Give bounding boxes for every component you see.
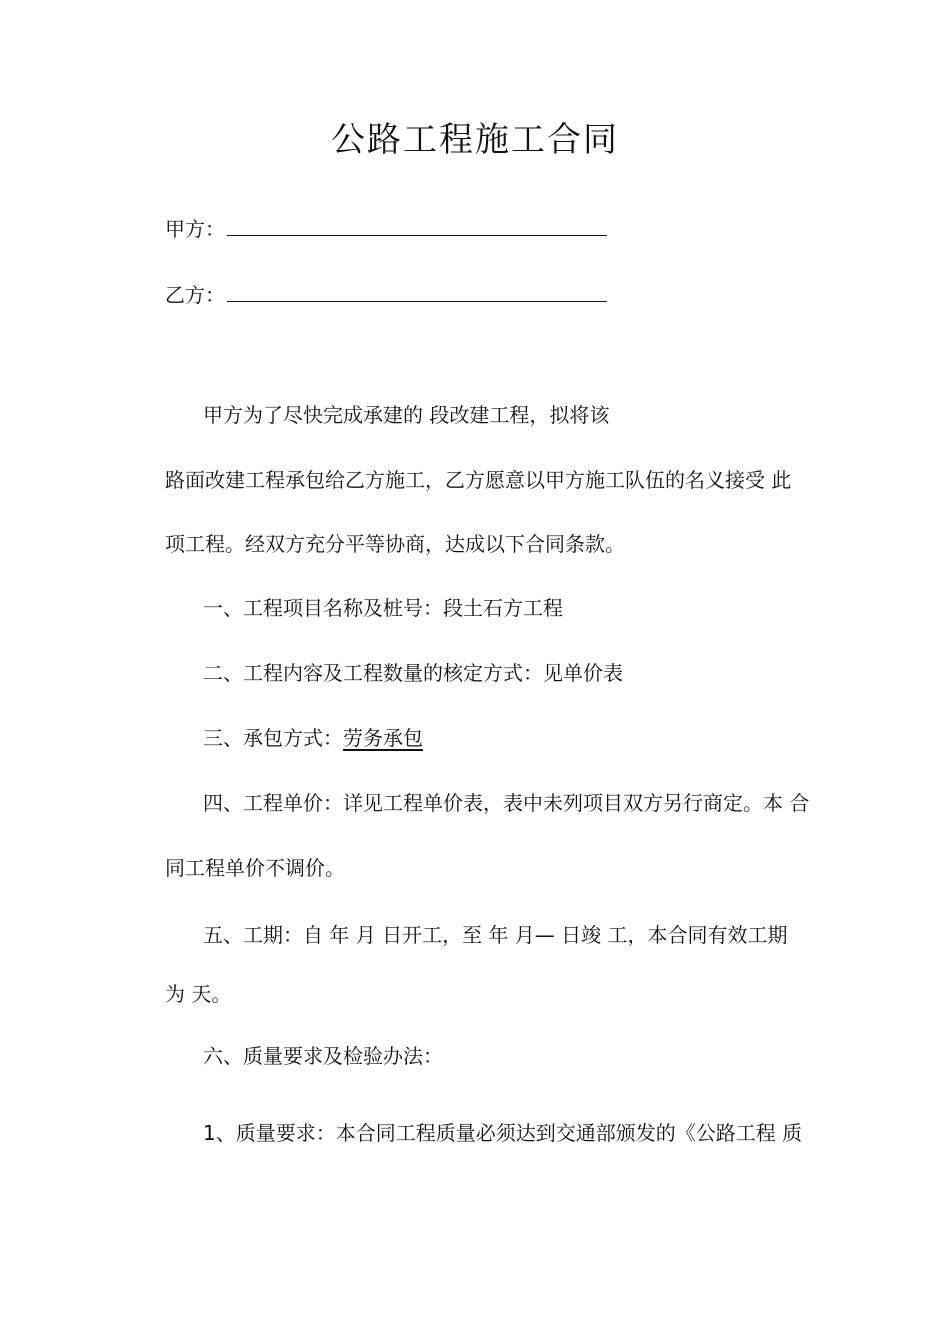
intro-line-1: 甲方为了尽快完成承建的 段改建工程，拟将该	[203, 403, 610, 427]
clause-5-line-2: 为 天。	[165, 982, 232, 1006]
clause-5-line-1: 五、工期：自 年 月 日开工，至 年 月— 日竣 工，本合同有效工期	[203, 923, 788, 947]
party-b-line	[165, 281, 607, 309]
clause-3	[203, 724, 423, 752]
clause-4-line-1: 四、工程单价：详见工程单价表，表中未列项目双方另行商定。本 合	[203, 791, 810, 815]
party-b-blank	[227, 281, 607, 302]
clause-4-line-2: 同工程单价不调价。	[165, 856, 345, 880]
party-b-label: 乙方：	[165, 283, 225, 307]
party-a-label: 甲方：	[165, 217, 225, 241]
clause-3-prefix: 三、承包方式：	[203, 726, 343, 750]
intro-line-2: 路面改建工程承包给乙方施工，乙方愿意以甲方施工队伍的名义接受 此	[165, 468, 792, 492]
clause-6: 六、质量要求及检验办法：	[203, 1044, 443, 1068]
clause-1: 一、工程项目名称及桩号：段土石方工程	[203, 596, 563, 620]
clause-3-value: 劳务承包	[343, 726, 423, 750]
document-title: 公路工程施工合同	[331, 120, 619, 160]
intro-line-3: 项工程。经双方充分平等协商，达成以下合同条款。	[165, 532, 625, 556]
party-a-blank	[227, 215, 607, 236]
clause-2: 二、工程内容及工程数量的核定方式：见单价表	[203, 661, 623, 685]
party-a-line	[165, 215, 607, 243]
clause-6-1: 1、质量要求：本合同工程质量必须达到交通部颁发的《公路工程 质	[203, 1121, 803, 1145]
